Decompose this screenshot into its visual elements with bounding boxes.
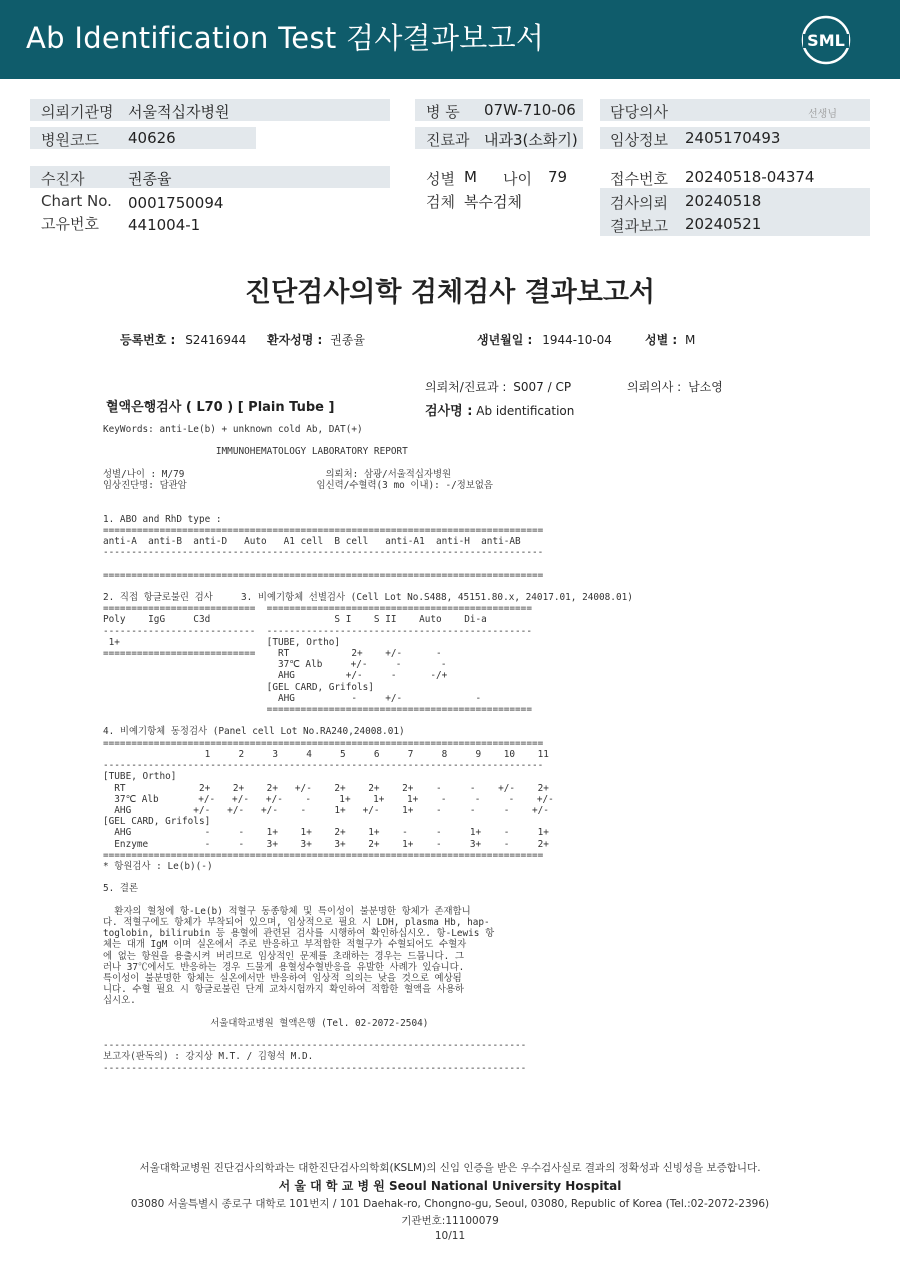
clinical-label: 임상정보 (610, 131, 668, 149)
age-value: 79 (548, 168, 568, 186)
footer-certification: 서울대학교병원 진단검사의학과는 대한진단검사의학회(KSLM)의 신임 인증을 받은 우수검사실로 결과의 정확성과 신빙성을 보증합니다. (139, 1162, 761, 1174)
doc-doctor-label: 의뢰의사 : (627, 380, 682, 394)
patient-name-row (267, 331, 365, 348)
report-value: 20240521 (685, 215, 762, 233)
sml-logo (800, 14, 852, 66)
name-label: 환자성명 : (267, 333, 323, 347)
header-bar (0, 0, 900, 79)
doc-dept-value: S007 / CP (513, 380, 572, 394)
reg-label: 등록번호 : (120, 333, 176, 347)
hospital-code-value: 40626 (128, 129, 176, 147)
report-body: KeyWords: anti-Le(b) + unknown cold Ab, DAT(+) IMMUNOHEMATOLOGY LABORATORY REPORT 성별/나이 : M/79 의뢰처: 삼광/서울적십자병원 임상진단명: 담관암 임신력/수혈력(3 mo 이내): -/정보없음 1. ABO and RhD type : ============================================================================== anti-A anti-B anti-D Auto A1 cell B cell anti-A1 anti-H anti-AB ------------------------------------------------------------------------------ ============================================================================== 2. 직접 항글로불린 검사 3. 비예기항체 선별검사 (Cell Lot No.S488, 45151.80.x, 24017.01, 24008.01) =========================== =============================================== Poly IgG C3d S I S II Auto Di-a --------------------------- ----------------------------------------------- 1+ [TUBE, Ortho] =========================== RT 2+ +/- - 37℃ Alb +/- - - AHG +/- - -/+ [GEL CARD, Grifols] AHG - +/- - =============================================== 4. 비예기항체 동정검사 (Panel cell Lot No.RA240,24008.01) ============================================================================== 1 2 3 4 5 6 7 8 9 10 11 ------------------------------------------------------------------------------ [TUBE, Ortho] RT 2+ 2+ 2+ +/- 2+ 2+ 2+ - - +/- 2+ 37℃ Alb +/- +/- +/- - 1+ 1+ 1+ - - - +/- AHG +/- +/- +/- - 1+ +/- 1+ - - - +/- [GEL CARD, Grifols] AHG - - 1+ 1+ 2+ 1+ - - 1+ - 1+ Enzyme - - 3+ 3+ 3+ 2+ 1+ - 3+ - 2+ ============================================================================== * 항원검사 : Le(b)(-) 5. 결론 환자의 혈청에 항-Le(b) 적혈구 동종항체 및 특이성이 불분명한 항체가 존재합니 다. 적혈구에도 항체가 부착되어 있으며, 임상적으로 필요 시 LDH, plasma Hb, hap- toglobin, bilirubin 등 용혈에 관련된 검사를 시행하여 확인하십시오. 항-Lewis 항 체는 대개 IgM 이며 실온에서 주로 반응하고 부적합한 적혈구가 수혈되어도 수혈자 에 없는 항원을 용출시켜 버리므로 임상적인 문제를 초래하는 경우는 드뭅니다. 그 러나 37℃에서도 반응하는 경우 드물게 용혈성수혈반응을 유발한 사례가 있습니다. 특이성이 불분명한 항체는 실온에서만 반응하여 임상적 의의는 낮을 것으로 예상됨 니다. 수혈 필요 시 항글로불린 단계 교차시험까지 확인하여 적합한 혈액을 사용하 십시오. 서울대학교병원 혈액은행 (Tel. 02-2072-2504) --------------------------------------------------------------------------- 보고자(판독의) : 강지상 M.T. / 김형석 M.D. --------------------------------------------------------------------------- (103, 424, 633, 1074)
sex-label: 성별 (426, 170, 455, 188)
unique-value: 441004-1 (128, 216, 201, 234)
referring-doctor-row (627, 378, 723, 395)
dept-row (425, 378, 571, 395)
doc-sex-value: M (685, 333, 696, 347)
patient-value: 권종율 (128, 170, 172, 188)
test-name-value: Ab identification (476, 404, 575, 418)
reg-value: S2416944 (185, 333, 247, 347)
dept-label: 진료과 (426, 131, 470, 149)
footer-hospital-name: 서 울 대 학 교 병 원 Seoul National University Hospital (278, 1179, 622, 1193)
page-title: Ab Identification Test 검사결과보고서 (26, 21, 545, 55)
dob-value: 1944-10-04 (542, 333, 612, 347)
doctor-label: 담당의사 (610, 103, 668, 121)
chart-value: 0001750094 (128, 194, 224, 212)
receipt-label: 접수번호 (610, 170, 668, 188)
sex-row (645, 331, 695, 348)
test-title: 혈액은행검사 ( L70 ) [ Plain Tube ] (106, 400, 335, 415)
request-value: 20240518 (685, 192, 762, 210)
test-name-label: 검사명 : (425, 404, 473, 419)
patient-label: 수진자 (41, 170, 85, 188)
clinical-value: 2405170493 (685, 129, 781, 147)
page-number: 10/11 (434, 1230, 466, 1242)
dob-row (477, 331, 612, 348)
doctor-suffix: 선생님 (808, 109, 837, 120)
unique-label: 고유번호 (41, 215, 99, 233)
request-label: 검사의뢰 (610, 194, 668, 212)
hospital-code-label: 병원코드 (41, 131, 99, 149)
test-name-row (425, 400, 574, 419)
chart-label: Chart No. (41, 192, 112, 210)
doc-sex-label: 성별 : (645, 333, 678, 347)
specimen-value: 복수검체 (464, 193, 522, 211)
report-label: 결과보고 (610, 217, 668, 235)
institution-value: 서울적십자병원 (128, 103, 230, 121)
receipt-value: 20240518-04374 (685, 168, 815, 186)
ward-value: 07W-710-06 (484, 101, 576, 119)
svg-text:SML: SML (807, 31, 845, 50)
footer-address: 03080 서울특별시 종로구 대학로 101번지 / 101 Daehak-ro, Chongno-gu, Seoul, 03080, Republic of Korea (Tel.:02-2072-2396) (130, 1198, 770, 1210)
dept-value: 내과3(소화기) (484, 131, 578, 149)
age-label: 나이 (503, 170, 532, 188)
registration-row (120, 331, 246, 348)
name-value: 권종율 (330, 333, 365, 347)
institution-label: 의뢰기관명 (41, 103, 114, 121)
footer-institution-code: 기관번호:11100079 (401, 1215, 499, 1227)
doc-dept-label: 의뢰처/진료과 : (425, 380, 507, 394)
ward-label: 병 동 (426, 103, 460, 121)
doc-doctor-value: 남소영 (688, 380, 723, 394)
specimen-label: 검체 (426, 193, 455, 211)
document-title: 진단검사의학 검체검사 결과보고서 (244, 277, 656, 308)
dob-label: 생년월일 : (477, 333, 533, 347)
sex-value: M (464, 168, 477, 186)
